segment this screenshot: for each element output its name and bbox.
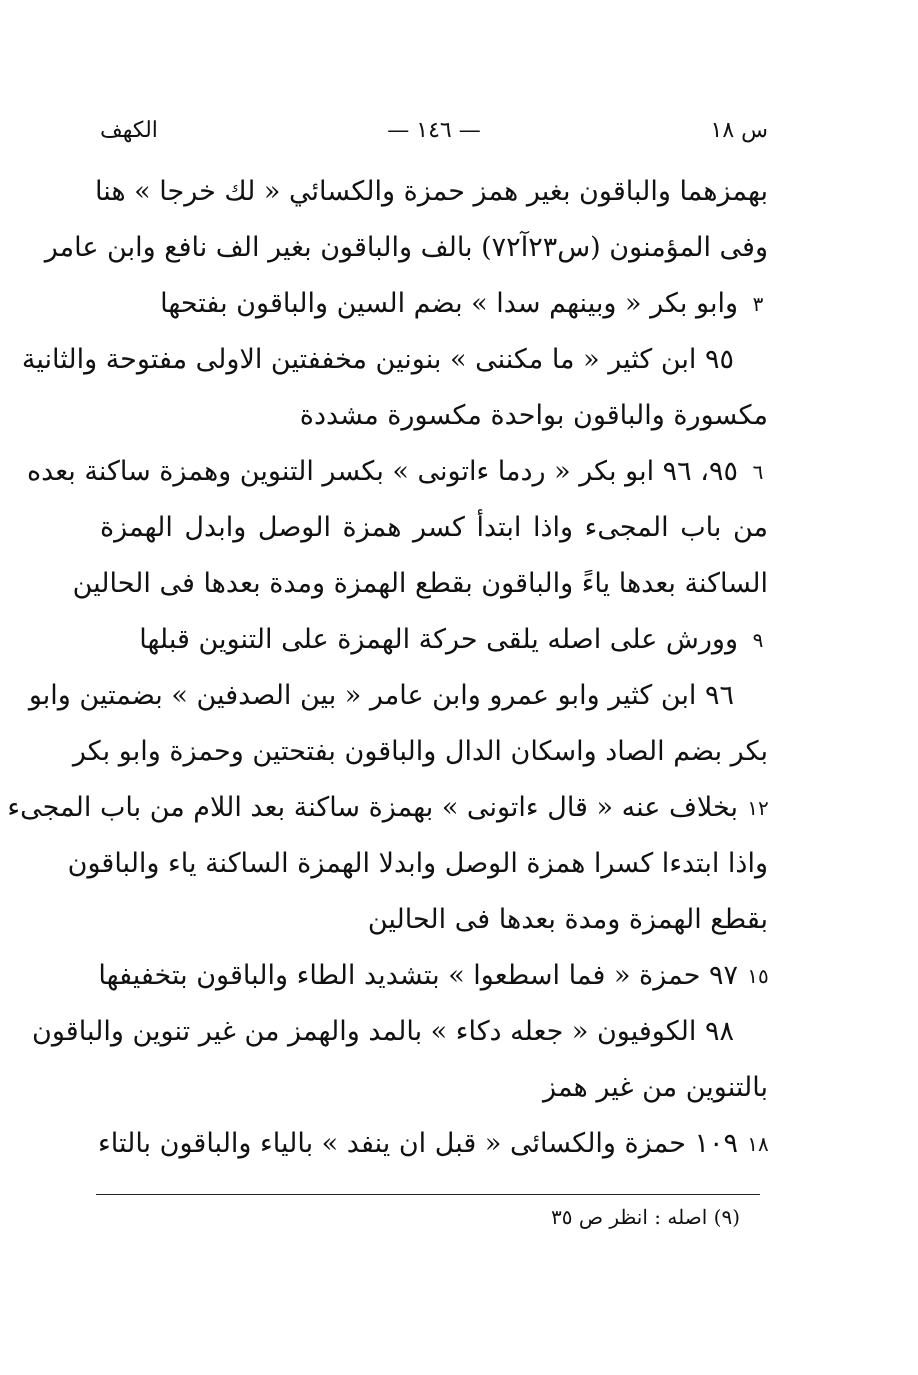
text-line: [100, 1060, 768, 1116]
line-number: ٣: [752, 292, 764, 316]
text-line: [100, 388, 768, 444]
line-number: ١٢: [747, 796, 769, 820]
text-line: [100, 948, 768, 1004]
footnote-divider: [96, 1194, 760, 1195]
text-line: [72, 556, 768, 612]
line-text: من باب المجىء واذا ابتدأ كسر همزة الوصل وابدل الهمزة: [100, 512, 768, 543]
line-text: ٩٥، ٩٦ ابو بكر « ردما ءاتونى » بكسر التنوين وهمزة ساكنة بعده: [26, 456, 738, 487]
line-text: بالتنوين من غير همز: [543, 1072, 768, 1103]
line-text: ٩٦ ابن كثير وابو عمرو وابن عامر « بين الصدفين » بضمتين وابو: [28, 680, 734, 711]
text-line: [32, 1004, 768, 1060]
text-line: [100, 1116, 768, 1172]
line-text: الساكنة بعدها ياءً والباقون بقطع الهمزة ومدة بعدها فى الحالين: [72, 568, 768, 599]
text-line: [28, 668, 768, 724]
line-text: ١٠٩ حمزة والكسائى « قبل ان ينفد » بالياء والباقون بالتاء: [98, 1128, 738, 1159]
line-text: واذا ابتدءا كسرا همزة الوصل وابدلا الهمزة الساكنة ياء والباقون: [67, 848, 768, 879]
page-reference: س ١٨: [710, 118, 768, 143]
line-text: وورش على اصله يلقى حركة الهمزة على التنوين قبلها: [139, 624, 738, 655]
text-line: [67, 836, 768, 892]
line-text: بهمزهما والباقون بغير همز حمزة والكسائي « لك خرجا » هنا: [94, 176, 768, 207]
line-number: ١٨: [747, 1132, 769, 1156]
chapter-title: الكهف: [100, 118, 158, 143]
body-text: [7, 164, 769, 1172]
line-number: ٦: [752, 460, 764, 484]
line-text: وفى المؤمنون (س٢٣آ٧٢) بالف والباقون بغير الف نافع وابن عامر: [44, 232, 768, 263]
footnote: (٩) اصله : انظر ص ٣٥: [550, 1205, 740, 1229]
text-line: [26, 444, 768, 500]
text-line: [100, 276, 768, 332]
text-line: [21, 332, 768, 388]
page-number: — ١٤٦ —: [387, 118, 481, 143]
line-text: ٩٨ الكوفيون « جعله دكاء » بالمد والهمز من غير تنوين والباقون: [32, 1016, 734, 1047]
page-header: [100, 118, 768, 154]
text-line: [100, 612, 768, 668]
line-number: ١٥: [747, 964, 769, 988]
line-number: ٩: [752, 628, 764, 652]
text-line: [72, 724, 768, 780]
text-line: [100, 892, 768, 948]
text-line: [7, 780, 769, 836]
line-text: بخلاف عنه « قال ءاتونى » بهمزة ساكنة بعد اللام من باب المجىء: [7, 792, 738, 823]
line-text: بقطع الهمزة ومدة بعدها فى الحالين: [367, 904, 768, 935]
line-text: ٩٥ ابن كثير « ما مكننى » بنونين مخففتين الاولى مفتوحة والثانية: [21, 344, 734, 375]
line-text: مكسورة والباقون بواحدة مكسورة مشددة: [299, 400, 768, 431]
line-text: ٩٧ حمزة « فما اسطعوا » بتشديد الطاء والباقون بتخفيفها: [98, 960, 738, 991]
line-text: بكر بضم الصاد واسكان الدال والباقون بفتحتين وحمزة وابو بكر: [72, 736, 768, 767]
text-line: [44, 220, 768, 276]
text-line: [94, 164, 768, 220]
line-text: وابو بكر « وبينهم سدا » بضم السين والباقون بفتحها: [160, 288, 738, 319]
text-line: [100, 500, 768, 556]
